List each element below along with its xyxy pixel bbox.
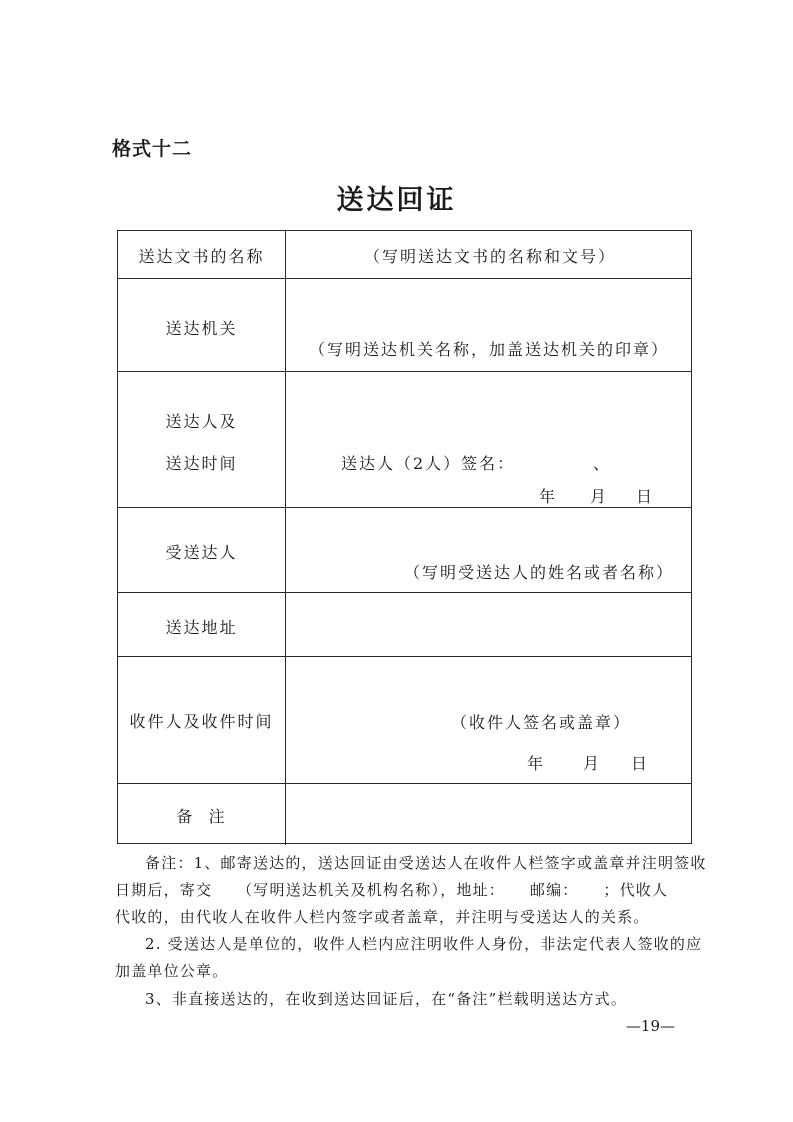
doc-name-hint: （写明送达文书的名称和文号）	[364, 247, 617, 266]
server-date-day: 日	[636, 487, 655, 506]
receiver-date-month: 月	[583, 754, 602, 773]
note-1-line-1: 备注：1、邮寄送达的，送达回证由受送达人在收件人栏签字或盖章并注明签收	[145, 854, 707, 872]
recipient-label: 受送达人	[165, 543, 238, 562]
address-value-cell	[286, 593, 691, 656]
server-signature-label: 送达人（2人）签名：	[341, 454, 516, 473]
remarks-label: 备 注	[176, 807, 227, 826]
note-1-line-3: 代收的，由代收人在收件人栏内签字或者盖章，并注明与受送达人的关系。	[115, 908, 650, 926]
note-2-line-2: 加盖单位公章。	[115, 962, 229, 980]
page-number: —19—	[625, 1017, 675, 1035]
note-2-line-1: 2. 受送达人是单位的，收件人栏内应注明收件人身份，非法定代表人签收的应	[145, 935, 703, 953]
form-title: 送达回证	[336, 185, 457, 216]
authority-hint: （写明送达机关名称，加盖送达机关的印章）	[309, 340, 670, 359]
note-1-line-2: 日期后，寄交 （写明送达机关及机构名称），地址： 邮编： ；代收人	[115, 881, 669, 899]
note-3-line-1: 3、非直接送达的，在收到送达回证后，在“备注”栏载明送达方式。	[145, 990, 628, 1008]
row-authority	[118, 279, 691, 372]
authority-label: 送达机关	[165, 319, 238, 338]
server-label-2: 送达时间	[165, 454, 238, 473]
row-recipient	[118, 508, 691, 593]
receiver-date-year: 年	[527, 754, 546, 773]
row-document-name	[118, 231, 691, 279]
row-server-time	[118, 372, 691, 508]
format-label: 格式十二	[112, 138, 193, 160]
server-date-year: 年	[539, 487, 558, 506]
row-remarks	[118, 784, 691, 845]
row-address	[118, 593, 691, 657]
row-receiver	[118, 657, 691, 784]
receiver-date-day: 日	[631, 754, 650, 773]
receiver-hint: （收件人签名或盖章）	[451, 713, 632, 732]
recipient-hint: （写明受送达人的姓名或者名称）	[404, 563, 675, 582]
server-signature-separator: 、	[593, 454, 612, 473]
server-date-month: 月	[590, 487, 609, 506]
doc-name-label: 送达文书的名称	[138, 247, 265, 266]
receiver-label: 收件人及收件时间	[129, 712, 274, 731]
remarks-value-cell	[286, 784, 691, 845]
server-label-1: 送达人及	[165, 412, 238, 431]
address-label: 送达地址	[165, 618, 238, 637]
service-receipt-form	[117, 230, 692, 844]
